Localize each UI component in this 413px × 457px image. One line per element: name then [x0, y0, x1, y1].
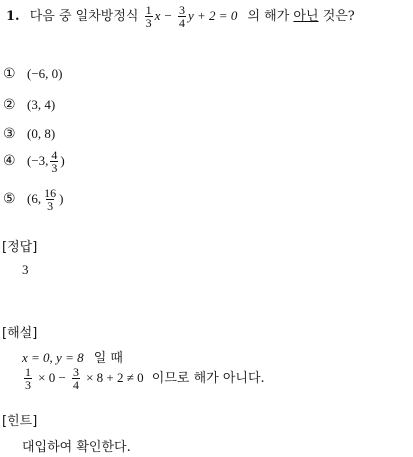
explanation-rest: × 8 + 2 ≠ 0 — [86, 370, 144, 385]
answer-value: 3 — [22, 262, 29, 277]
option-5-pre: (6, — [27, 191, 42, 206]
option-4-denominator: 3 — [51, 161, 58, 175]
equation-frac1 — [145, 4, 153, 29]
equation-minus: − — [164, 8, 172, 23]
option-5-post: ) — [59, 191, 64, 206]
equation-x: x — [154, 8, 161, 23]
option-3-text: (0, 8) — [27, 126, 56, 141]
option-5-marker: ⑤ — [3, 191, 16, 207]
option-5-fraction — [43, 187, 57, 212]
explanation-frac1 — [24, 366, 32, 391]
option-4-marker: ④ — [3, 153, 16, 169]
explanation-condition: x = 0, y = 8 — [22, 350, 84, 365]
frac1-numerator: 1 — [145, 3, 152, 17]
frac2-numerator: 3 — [179, 3, 185, 17]
hint-text: 대입하여 확인한다. — [22, 440, 131, 455]
option-3-marker: ③ — [3, 126, 16, 142]
equation-frac2 — [178, 4, 186, 29]
explanation-frac1-denominator: 3 — [25, 378, 31, 392]
option-1-marker: ① — [3, 66, 16, 82]
option-1-text: (−6, 0) — [27, 66, 63, 81]
explanation-line-2 — [22, 366, 265, 391]
option-4 — [3, 149, 65, 174]
option-1 — [3, 66, 63, 82]
option-3 — [3, 126, 55, 142]
option-2-text: (3, 4) — [27, 97, 56, 112]
option-5-numerator: 16 — [44, 186, 57, 200]
option-2 — [3, 97, 55, 113]
explanation-mid: × 0 − — [38, 370, 66, 385]
explanation-line-1 — [22, 347, 123, 366]
option-4-fraction — [50, 149, 58, 174]
question-middle: 의 해가 — [247, 9, 290, 24]
explanation-when: 일 때 — [93, 351, 123, 366]
option-5 — [3, 187, 63, 212]
question-underlined: 아닌 — [293, 9, 319, 24]
hint-label: [힌트] — [2, 414, 38, 429]
frac2-denominator: 4 — [179, 16, 185, 30]
explanation-conclusion: 이므로 해가 아니다. — [151, 371, 265, 386]
explanation-frac1-numerator: 1 — [25, 365, 31, 379]
option-4-numerator: 4 — [51, 148, 58, 162]
option-4-pre: (−3, — [27, 153, 49, 168]
explanation-frac2 — [72, 366, 80, 391]
question-line — [6, 4, 355, 29]
option-2-marker: ② — [3, 97, 16, 113]
question-suffix: 것은? — [322, 9, 355, 24]
equation-rest: y + 2 = 0 — [188, 8, 238, 23]
explanation-frac2-denominator: 4 — [72, 378, 79, 392]
option-4-post: ) — [60, 153, 65, 168]
question-prefix: 다음 중 일차방정식 — [29, 9, 139, 24]
option-5-denominator: 3 — [47, 199, 54, 213]
frac1-denominator: 3 — [145, 16, 152, 30]
question-number: 1. — [6, 9, 20, 24]
explanation-label: [해설] — [2, 326, 38, 341]
explanation-frac2-numerator: 3 — [72, 365, 79, 379]
answer-label: [정답] — [2, 240, 38, 255]
